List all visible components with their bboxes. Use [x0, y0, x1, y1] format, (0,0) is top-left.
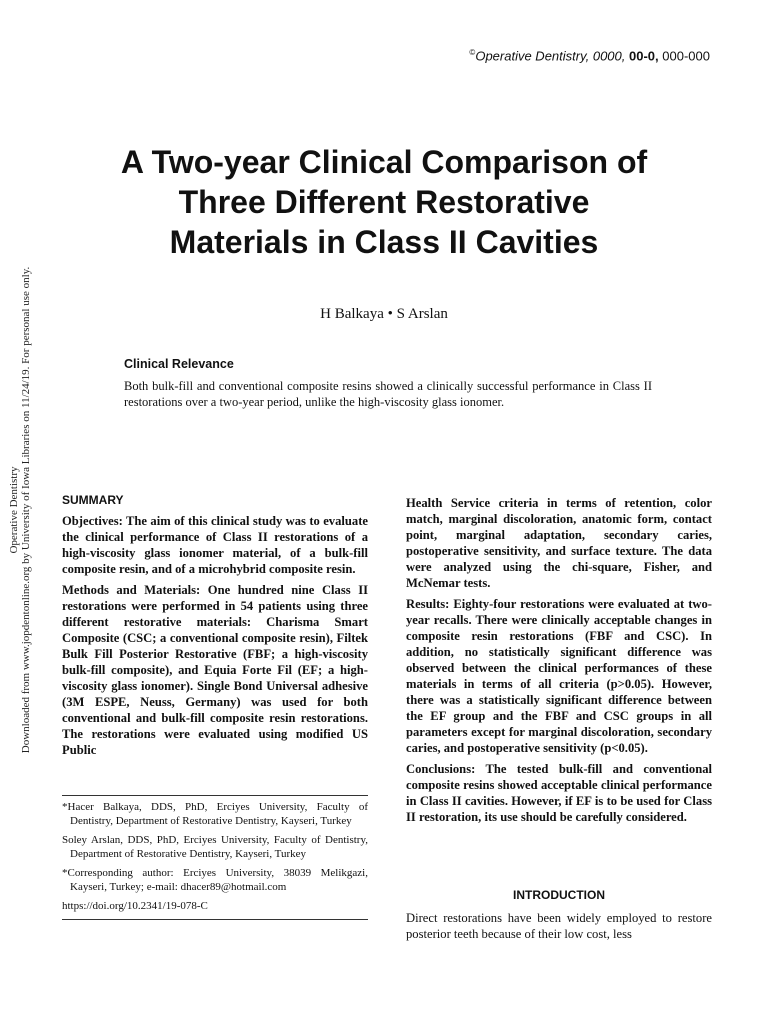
- footnote-divider: [62, 919, 368, 920]
- title-line: Three Different Restorative: [178, 184, 590, 220]
- journal-volume: 00-0,: [629, 48, 659, 64]
- summary-column-right: [406, 495, 712, 830]
- footnotes: [62, 795, 368, 920]
- journal-pages: 000-000: [662, 48, 710, 64]
- clinical-relevance-heading: Clinical Relevance: [124, 357, 234, 371]
- download-watermark: [0, 0, 40, 1024]
- copyright-mark: ©: [469, 48, 476, 57]
- watermark-download-info: Downloaded from www.jopdentonline.org by University of Iowa Libraries on 11/24/19. For personal use only.: [20, 266, 32, 754]
- title-line: Materials in Class II Cavities: [169, 224, 599, 260]
- summary-conclusions: Conclusions: The tested bulk-fill and conventional composite resins showed acceptable clinical performance in Class II cavities. However, if EF is to be used for Class II restoration, its use should be carefully considered.: [406, 762, 712, 824]
- summary-methods-continued: Health Service criteria in terms of retention, color match, marginal discoloration, anatomic form, contact point, marginal adaptation, secondary caries, postoperative sensitivity, and surface texture. The data were analyzed using the chi-square, Fisher, and McNemar tests.: [406, 496, 712, 590]
- summary-heading: SUMMARY: [62, 493, 124, 507]
- author-list: H Balkaya • S Arslan: [320, 306, 448, 322]
- footnote-corresponding: *Corresponding author: Erciyes University, 38039 Melikgazi, Kayseri, Turkey; e-mail: dhacer89@hotmail.com: [62, 867, 368, 893]
- journal-name: Operative Dentistry, 0000,: [475, 48, 626, 64]
- summary-column-left: [62, 493, 368, 763]
- summary-results: Results: Eighty-four restorations were evaluated at two-year recalls. There were clinically acceptable changes in composite resin restorations (FBF and CSC). In addition, no statistically significant difference was observed between the clinical performances of these materials in terms of all criteria (p>0.05). However, there was a statistically significant difference between the EF group and the FBF and CSC groups in all parameters except for marginal discoloration, secondary caries, and postoperative sensitivity (p<0.05).: [406, 597, 712, 755]
- doi-link[interactable]: https://doi.org/10.2341/19-078-C: [62, 900, 208, 912]
- footnote-author2: Soley Arslan, DDS, PhD, Erciyes University, Faculty of Dentistry, Department of Restorative Dentistry, Kayseri, Turkey: [62, 834, 368, 860]
- journal-header: [469, 48, 710, 63]
- title-line: A Two-year Clinical Comparison of: [120, 144, 648, 180]
- footnote-author1: *Hacer Balkaya, DDS, PhD, Erciyes University, Faculty of Dentistry, Department of Restorative Dentistry, Kayseri, Turkey: [62, 801, 368, 827]
- introduction-text: Direct restorations have been widely employed to restore posterior teeth because of their low cost, less: [406, 911, 712, 941]
- clinical-relevance-text: Both bulk-fill and conventional composite resins showed a clinically successful performance in Class II restorations over a two-year period, unlike the high-viscosity glass ionomer.: [124, 379, 652, 409]
- summary-objectives: Objectives: The aim of this clinical study was to evaluate the clinical performance of Class II restorations of a high-viscosity glass ionomer material, of a bulk-fill composite resin, and of a microhybrid composite resin.: [62, 514, 368, 576]
- watermark-journal: Operative Dentistry: [8, 466, 20, 554]
- article-title: [40, 142, 728, 262]
- summary-methods: Methods and Materials: One hundred nine Class II restorations were performed in 54 patients using three different restorative materials: Charisma Smart Composite (CSC; a conventional composite resin), Filtek Bulk Fill Posterior Restorative (FBF; a high-viscosity bulk-fill composite), and Equia Forte Fil (EF; a high-viscosity glass ionomer). Single Bond Universal adhesive (3M ESPE, Neuss, Germany) was used for both conventional and bulk-fill composite resin restorations. The restorations were evaluated using modified US Public: [62, 583, 368, 757]
- introduction-heading: INTRODUCTION: [513, 888, 605, 902]
